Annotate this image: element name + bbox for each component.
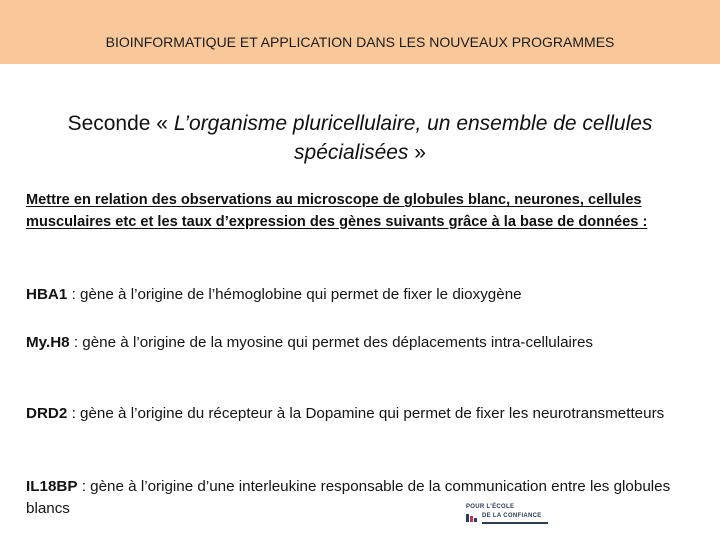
- gene-item-myh8: [26, 332, 686, 354]
- slide-title-italic: L’organisme pluricellulaire, un ensemble de cellules spécialisées: [173, 112, 653, 164]
- gene-name: My.H8: [26, 334, 70, 351]
- header-band: [0, 0, 720, 64]
- logo-mark-icon: [466, 513, 478, 523]
- header-title: BIOINFORMATIQUE ET APPLICATION DANS LES NOUVEAUX PROGRAMMES: [105, 34, 615, 50]
- logo-underline: [482, 522, 548, 524]
- gene-item-hba1: [26, 284, 686, 306]
- gene-description: : gène à l’origine de l’hémoglobine qui permet de fixer le dioxygène: [67, 286, 522, 303]
- slide-title-lead: Seconde «: [67, 112, 174, 135]
- gene-description: : gène à l’origine du récepteur à la Dopamine qui permet de fixer les neurotransmetteurs: [67, 405, 665, 422]
- gene-item-drd2: [26, 403, 686, 425]
- gene-name: HBA1: [26, 286, 68, 303]
- gene-name: IL18BP: [26, 478, 78, 495]
- gene-description: : gène à l’origine d’une interleukine responsable de la communication entre les globules blancs: [26, 478, 671, 517]
- logo-line-2: DE LA CONFIANCE: [482, 513, 542, 519]
- intro-paragraph: Mettre en relation des observations au microscope de globules blanc, neurones, cellules musculaires etc et les taux d’expression des gènes suivants grâce à la base de données :: [26, 192, 648, 230]
- school-logo: [458, 501, 550, 527]
- gene-item-il18bp: [26, 476, 686, 520]
- logo-line-1: POUR L’ÉCOLE: [466, 504, 515, 510]
- slide-title: [30, 109, 690, 167]
- slide-title-end: »: [408, 141, 426, 164]
- gene-description: : gène à l’origine de la myosine qui permet des déplacements intra-cellulaires: [69, 334, 594, 351]
- gene-name: DRD2: [26, 405, 68, 422]
